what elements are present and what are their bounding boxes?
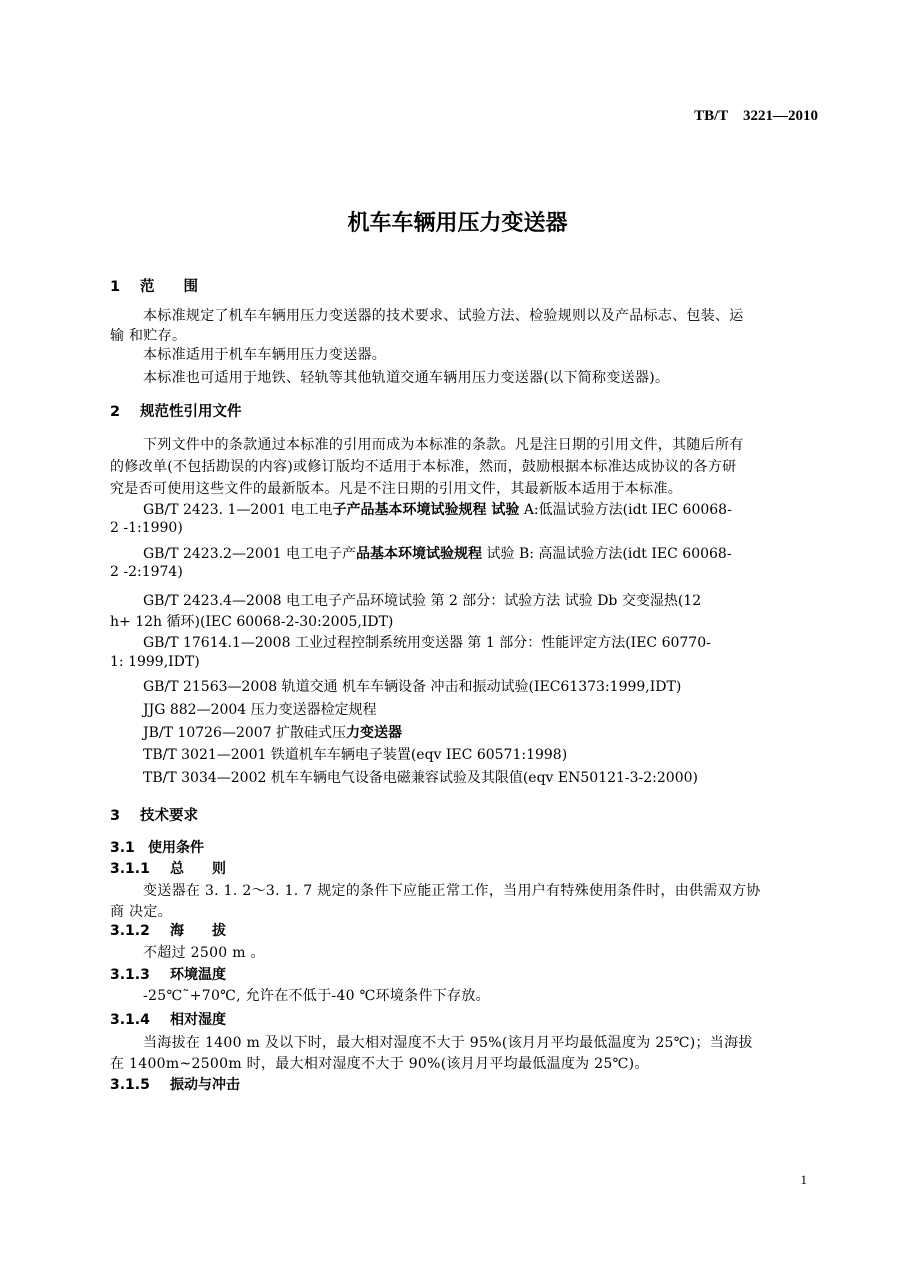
section-number: 1 bbox=[110, 279, 121, 295]
paragraph-line: 本标准也可适用于地铁、轻轨等其他轨道交通车辆用压力变送器(以下简称变送器)。 bbox=[143, 370, 670, 386]
paragraph-line: 下列文件中的条款通过本标准的引用而成为本标准的条款。凡是注日期的引用文件，其随后所有 bbox=[143, 437, 744, 453]
reference-item: JJG 882—2004 压力变送器检定规程 bbox=[143, 702, 377, 718]
paragraph-line: 输 和贮存。 bbox=[110, 328, 187, 344]
paragraph-line: 究是否可使用这些文件的最新版本。凡是不注日期的引用文件，其最新版本适用于本标准。 bbox=[110, 481, 682, 497]
reference-text-bold: 子产品基本环境试验规程 试验 bbox=[332, 502, 520, 518]
subsection-title: 海 拔 bbox=[170, 923, 226, 939]
standard-code: TB/T 3221—2010 bbox=[694, 108, 818, 124]
subsection-heading bbox=[110, 964, 226, 984]
paragraph-line: 不超过 2500 m 。 bbox=[143, 945, 265, 961]
reference-text: JB/T 10726—2007 扩散硅式压 bbox=[143, 725, 347, 741]
subsection-number: 3.1 bbox=[110, 840, 135, 856]
subsection-number: 3.1.5 bbox=[110, 1077, 150, 1093]
reference-text-bold: 力变送器 bbox=[346, 725, 403, 741]
subsection-number: 3.1.4 bbox=[110, 1012, 150, 1028]
section-title: 规范性引用文件 bbox=[140, 404, 242, 420]
paragraph-line: 在 1400m~2500m 时，最大相对湿度不大于 90%(该月月平均最低温度为 25℃)。 bbox=[110, 1056, 649, 1072]
reference-text: A:低温试验方法(idt IEC 60068- bbox=[519, 502, 732, 518]
subsection-title: 使用条件 bbox=[148, 840, 204, 856]
paragraph-line: -25℃˜+70℃, 允许在不低于-40 ℃环境条件下存放。 bbox=[143, 988, 490, 1004]
subsection-heading bbox=[110, 858, 226, 878]
subsection-title: 总 则 bbox=[170, 861, 226, 877]
reference-item: TB/T 3021—2001 铁道机车车辆电子装置(eqv IEC 60571:1998) bbox=[143, 747, 568, 763]
section-2-heading bbox=[110, 400, 242, 421]
section-3-heading bbox=[110, 804, 198, 825]
section-title: 技术要求 bbox=[140, 808, 198, 824]
section-number: 2 bbox=[110, 404, 121, 420]
section-1-heading bbox=[110, 275, 198, 296]
paragraph-line: 变送器在 3. 1. 2～3. 1. 7 规定的条件下应能正常工作，当用户有特殊使用条件时，由供需双方协 bbox=[143, 883, 761, 899]
subsection-heading bbox=[110, 1074, 240, 1094]
reference-item: TB/T 3034—2002 机车车辆电气设备电磁兼容试验及其限值(eqv EN50121-3-2:2000) bbox=[143, 770, 698, 786]
reference-item: GB/T 21563—2008 轨道交通 机车车辆设备 冲击和振动试验(IEC61373:1999,IDT) bbox=[143, 679, 682, 695]
paragraph-line: 当海拔在 1400 m 及以下时，最大相对湿度不大于 95%(该月月平均最低温度为 25℃)；当海拔 bbox=[143, 1035, 753, 1051]
reference-item: GB/T 2423.4—2008 电工电子产品环境试验 第 2 部分：试验方法 试验 Db 交变湿热(12 bbox=[143, 593, 702, 609]
subsection-title: 振动与冲击 bbox=[170, 1077, 240, 1093]
subsection-title: 环境温度 bbox=[170, 967, 226, 983]
reference-text: 试验 B: 高温试验方法(idt IEC 60068- bbox=[482, 546, 732, 562]
section-number: 3 bbox=[110, 808, 121, 824]
reference-item-cont: 2 -2:1974) bbox=[110, 564, 183, 580]
reference-item bbox=[143, 499, 732, 519]
reference-item: GB/T 17614.1—2008 工业过程控制系统用变送器 第 1 部分：性能评定方法(IEC 60770- bbox=[143, 635, 711, 651]
paragraph-line: 商 决定。 bbox=[110, 904, 172, 920]
reference-text-bold: 品基本环境试验规程 bbox=[356, 546, 483, 562]
reference-item-cont: h+ 12h 循环)(IEC 60068-2-30:2005,IDT) bbox=[110, 614, 394, 630]
section-title: 范 围 bbox=[140, 279, 198, 295]
reference-item bbox=[143, 722, 402, 742]
page-number: 1 bbox=[800, 1172, 807, 1187]
reference-text: GB/T 2423.2—2001 电工电子产 bbox=[143, 546, 357, 562]
reference-item-cont: 2 -1:1990) bbox=[110, 520, 183, 536]
paragraph-line: 的修改单(不包括勘误的内容)或修订版均不适用于本标准，然而，鼓励根据本标准达成协议的各方研 bbox=[110, 459, 737, 475]
reference-text: GB/T 2423. 1—2001 电工电 bbox=[143, 502, 333, 518]
paragraph-line: 本标准适用于机车车辆用压力变送器。 bbox=[143, 347, 387, 363]
subsection-number: 3.1.2 bbox=[110, 923, 150, 939]
reference-item-cont: 1: 1999,IDT) bbox=[110, 654, 200, 670]
subsection-number: 3.1.1 bbox=[110, 861, 150, 877]
reference-item bbox=[143, 543, 732, 563]
subsection-number: 3.1.3 bbox=[110, 967, 150, 983]
subsection-heading bbox=[110, 837, 204, 857]
subsection-title: 相对湿度 bbox=[170, 1012, 226, 1028]
subsection-heading bbox=[110, 920, 226, 940]
document-title: 机车车辆用压力变送器 bbox=[347, 211, 568, 236]
subsection-heading bbox=[110, 1009, 226, 1029]
paragraph-line: 本标准规定了机车车辆用压力变送器的技术要求、试验方法、检验规则以及产品标志、包装、运 bbox=[143, 308, 744, 324]
